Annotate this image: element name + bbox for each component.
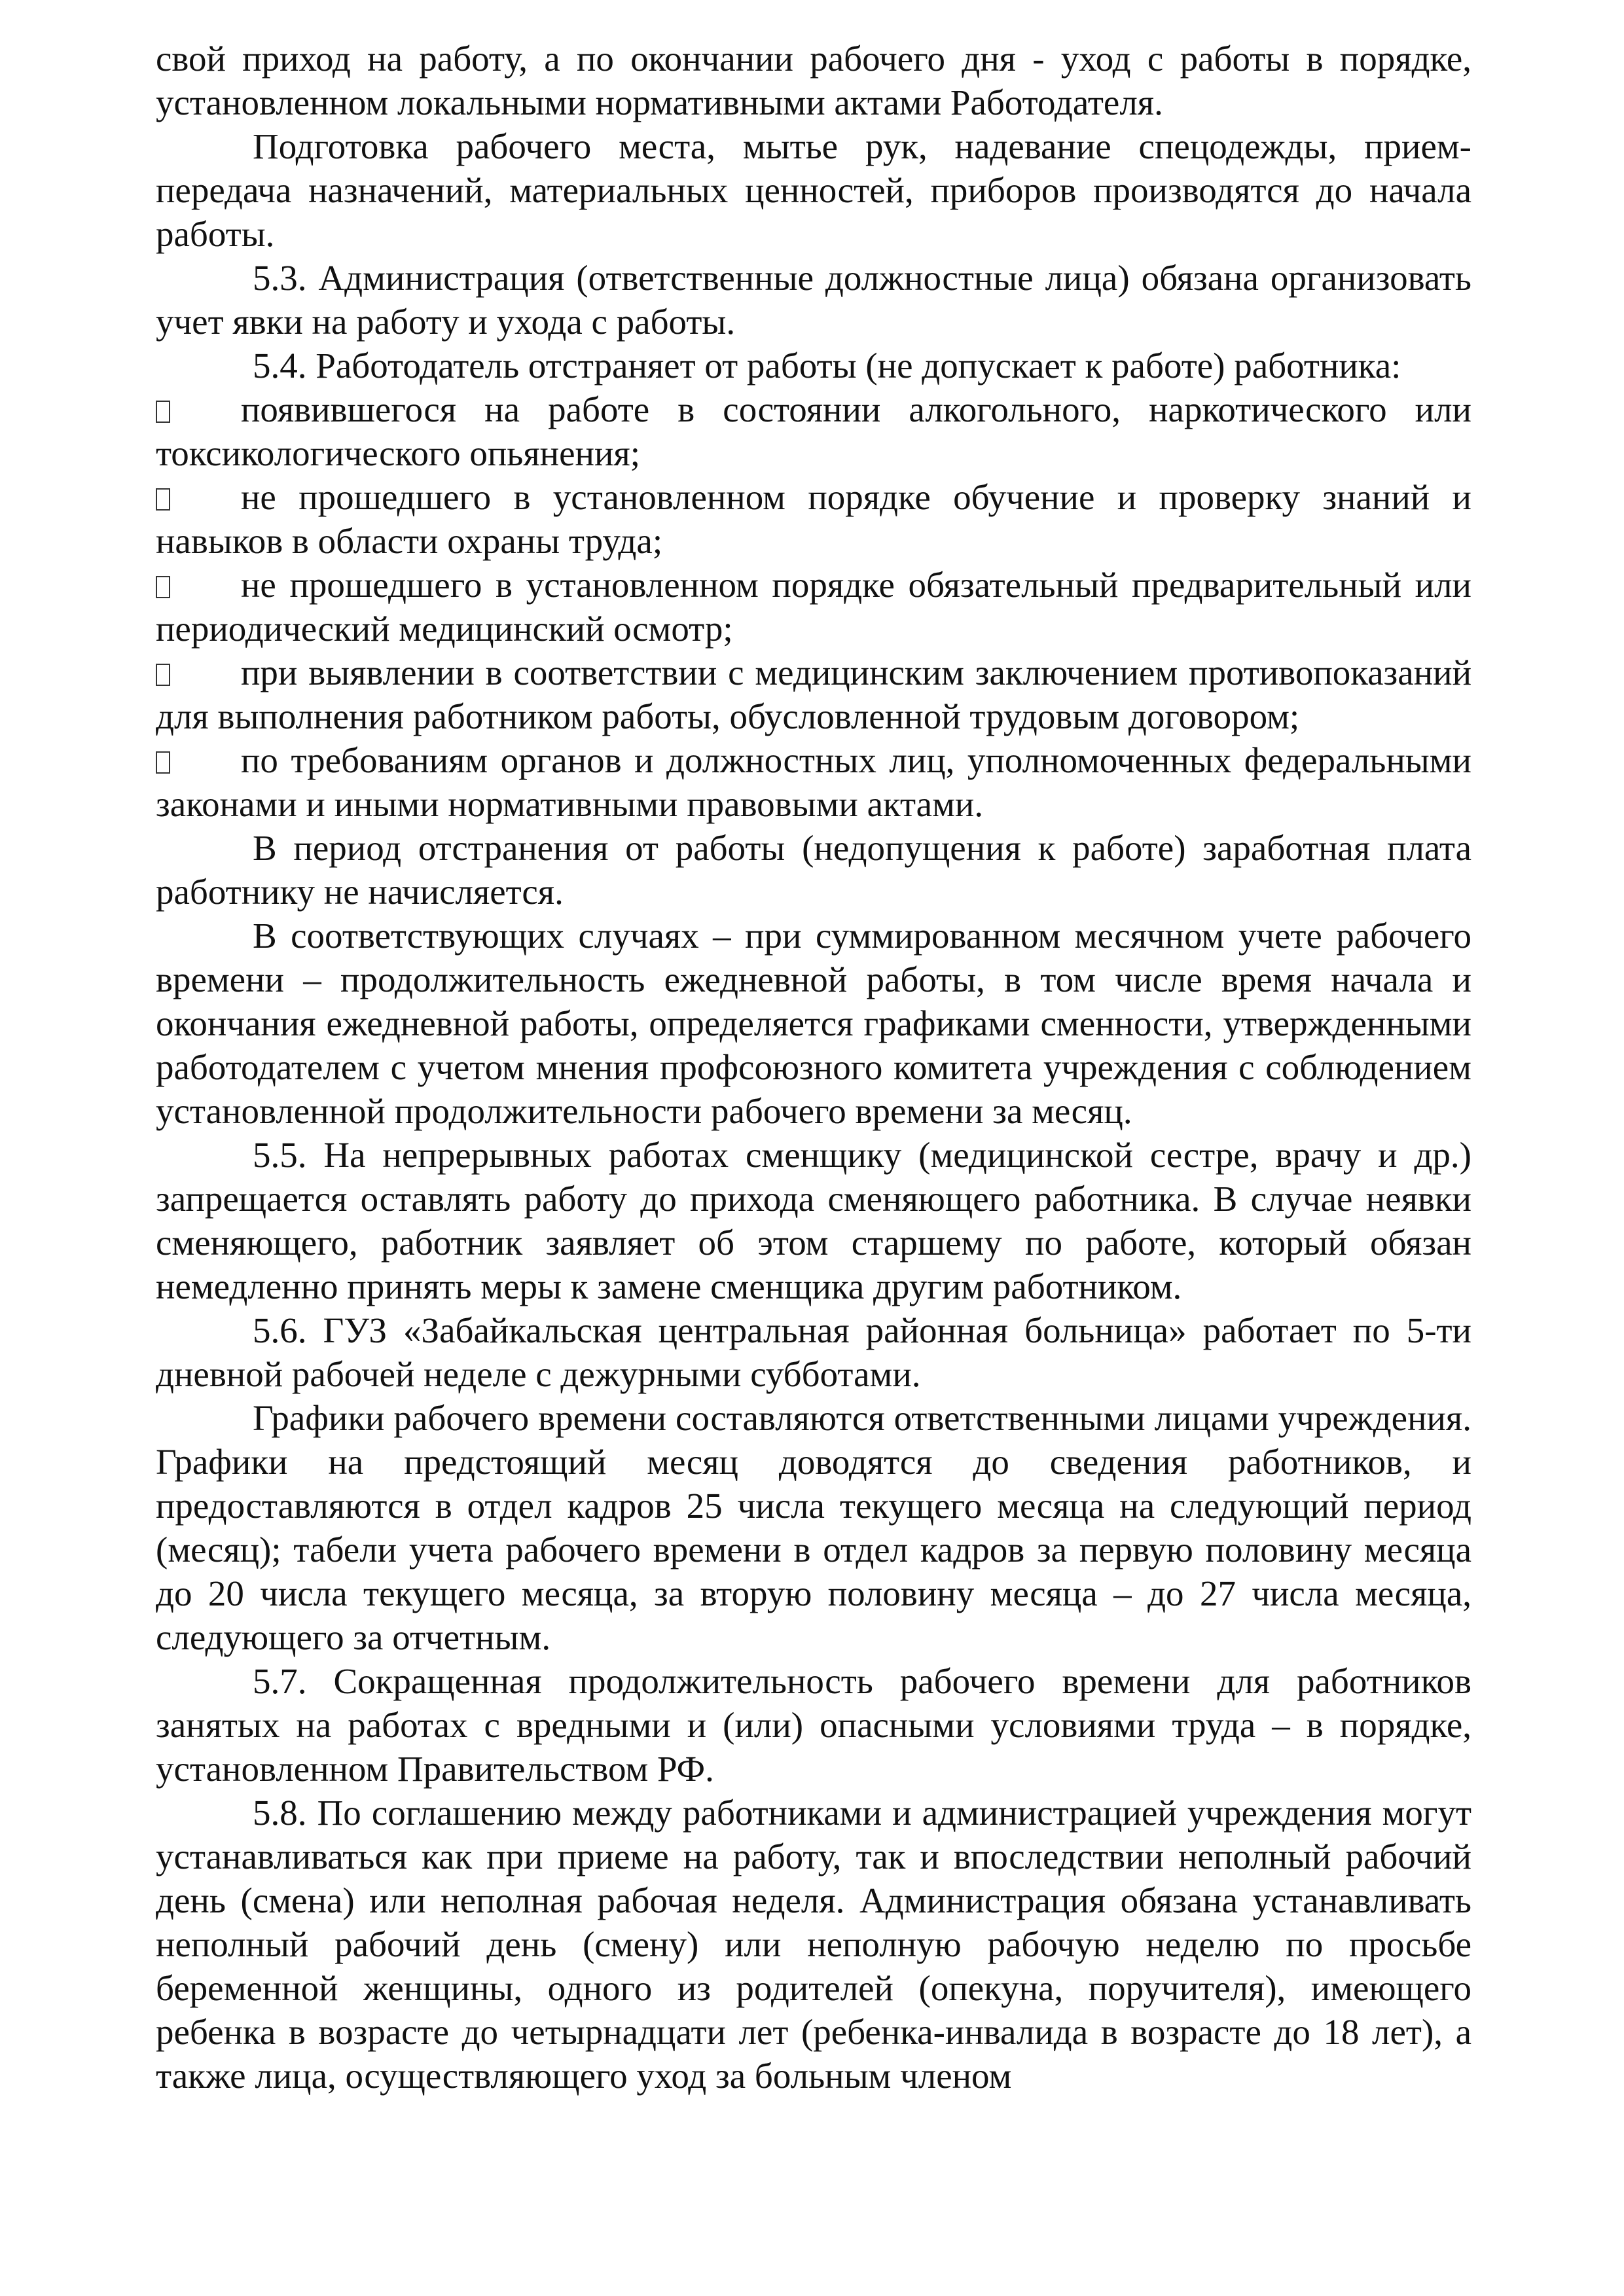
paragraph-clause-5-7: 5.7. Сокращенная продолжительность рабочего времени для работников занятых на работах с вредными и (или) опасными условиями труда – в порядке, установленном Правительством РФ.: [156, 1661, 1471, 1789]
paragraph-clause-5-8: 5.8. По соглашению между работниками и администрацией учреждения могут устанавливаться как при приеме на работу, так и впоследствии неполный рабочий день (смена) или неполная рабочая неделя. Администрация обязана устанавливать неполный рабочий день (смену) или неполную рабочую неделю по просьбе беременной женщины, одного из родителей (опекуна, поручителя), имеющего ребенка в возрасте до четырнадцати лет (ребенка-инвалида в возрасте до 18 лет), а также лица, осуществляющего уход за больным членом: [156, 1793, 1471, 2096]
paragraph-clause-5-6: 5.6. ГУЗ «Забайкальская центральная районная больница» работает по 5-ти дневной рабочей неделе с дежурными субботами.: [156, 1310, 1471, 1394]
paragraph-clause-5-5: 5.5. На непрерывных работах сменщику (медицинской сестре, врачу и др.) запрещается оставлять работу до прихода сменяющего работника. В случае неявки сменяющего, работник заявляет об этом старшему по работе, который обязан немедленно принять меры к замене сменщика другим работником.: [156, 1135, 1471, 1306]
list-item-text: не прошедшего в установленном порядке обязательный предварительный или периодический медицинский осмотр;: [156, 565, 1471, 649]
document-page: [156, 37, 1471, 2098]
paragraph: В соответствующих случаях – при суммированном месячном учете рабочего времени – продолжительность ежедневной работы, в том числе время начала и окончания ежедневной работы, определяется графиками сменности, утвержденными работодателем с учетом мнения профсоюзного комитета учреждения с соблюдением установленной продолжительности рабочего времени за месяц.: [156, 916, 1471, 1131]
bullet-placeholder-icon: [156, 576, 170, 598]
list-item: [156, 563, 1471, 651]
list-item: [156, 475, 1471, 563]
paragraph: Графики рабочего времени составляются ответственными лицами учреждения. Графики на предстоящий месяц доводятся до сведения работников, и предоставляются в отдел кадров 25 числа текущего месяца на следующий период (месяц); табели учета рабочего времени в отдел кадров за первую половину месяца до 20 числа текущего месяца, за вторую половину месяца – до 27 числа месяца, следующего за отчетным.: [156, 1398, 1471, 1657]
list-item-text: не прошедшего в установленном порядке обучение и проверку знаний и навыков в области охраны труда;: [156, 477, 1471, 561]
paragraph: Подготовка рабочего места, мытье рук, надевание спецодежды, прием-передача назначений, материальных ценностей, приборов производятся до начала работы.: [156, 126, 1471, 254]
list-item-text: появившегося на работе в состоянии алкогольного, наркотического или токсикологического опьянения;: [156, 389, 1471, 473]
bullet-placeholder-icon: [156, 488, 170, 511]
list-item-text: по требованиям органов и должностных лиц, уполномоченных федеральными законами и иными нормативными правовыми актами.: [156, 740, 1471, 824]
list-item: [156, 651, 1471, 738]
list-item: [156, 738, 1471, 826]
list-item-text: при выявлении в соответствии с медицинским заключением противопоказаний для выполнения работником работы, обусловленной трудовым договором;: [156, 653, 1471, 736]
paragraph: свой приход на работу, а по окончании рабочего дня - уход с работы в порядке, установленном локальными нормативными актами Работодателя.: [156, 39, 1471, 122]
paragraph-clause-5-4: 5.4. Работодатель отстраняет от работы (не допускает к работе) работника:: [253, 346, 1401, 386]
bullet-placeholder-icon: [156, 751, 170, 774]
bullet-placeholder-icon: [156, 664, 170, 686]
list-item: [156, 387, 1471, 475]
paragraph-clause-5-3: 5.3. Администрация (ответственные должностные лица) обязана организовать учет явки на работу и ухода с работы.: [156, 258, 1471, 342]
bullet-placeholder-icon: [156, 401, 170, 423]
paragraph: В период отстранения от работы (недопущения к работе) заработная плата работнику не начисляется.: [156, 828, 1471, 912]
